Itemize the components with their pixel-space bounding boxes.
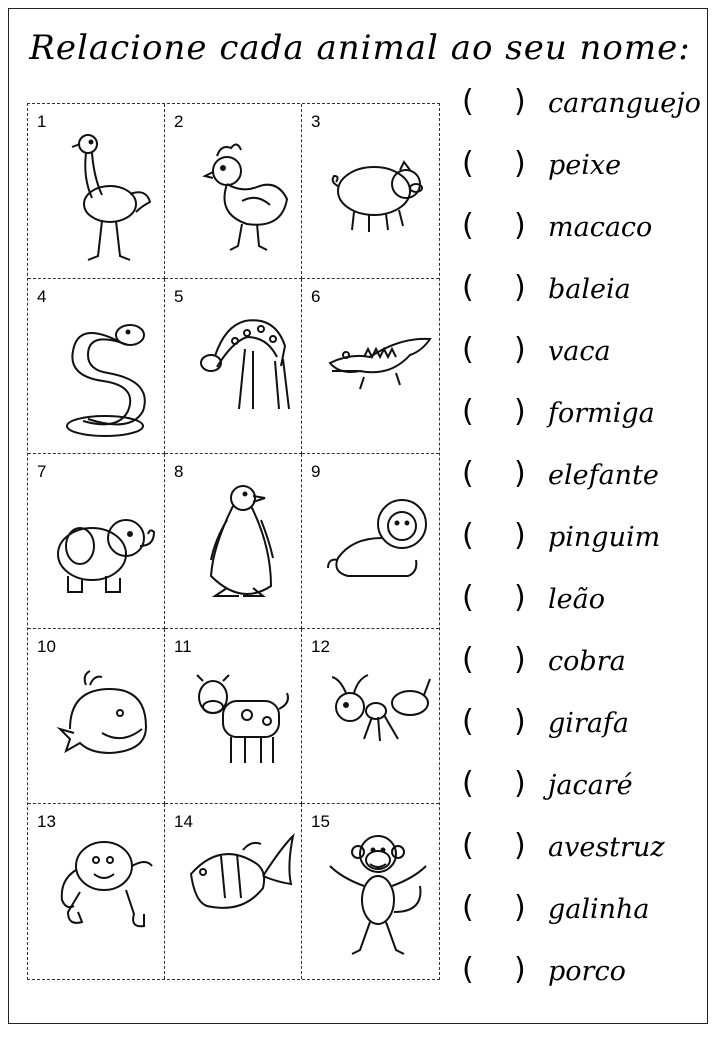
- animal-name: formiga: [548, 398, 655, 429]
- answer-open-paren[interactable]: (: [462, 890, 474, 925]
- animal-cell: [302, 804, 439, 979]
- fish-icon: [187, 826, 297, 966]
- monkey-icon: [324, 826, 434, 966]
- giraffe-icon: [187, 301, 297, 441]
- answer-close-paren: ): [514, 208, 526, 243]
- animal-number: 3: [311, 112, 321, 131]
- penguin-icon: [187, 476, 297, 616]
- alligator-icon: [324, 301, 434, 441]
- worksheet-title: Relacione cada animal ao seu nome:: [29, 28, 691, 68]
- name-row: [462, 643, 712, 683]
- name-row: [462, 209, 712, 249]
- name-row: [462, 147, 712, 187]
- animal-cell: [28, 804, 165, 979]
- ant-icon: [324, 651, 434, 791]
- name-row: [462, 581, 712, 621]
- answer-close-paren: ): [514, 456, 526, 491]
- answer-open-paren[interactable]: (: [462, 456, 474, 491]
- animal-number: 5: [174, 287, 184, 306]
- animal-name: caranguejo: [548, 88, 701, 119]
- cow-icon: [187, 651, 297, 791]
- answer-open-paren[interactable]: (: [462, 518, 474, 553]
- animal-number: 2: [174, 112, 184, 131]
- animal-name: macaco: [548, 212, 653, 243]
- answer-open-paren[interactable]: (: [462, 766, 474, 801]
- answer-close-paren: ): [514, 580, 526, 615]
- animal-cell: [28, 104, 165, 279]
- answer-close-paren: ): [514, 394, 526, 429]
- answer-open-paren[interactable]: (: [462, 270, 474, 305]
- answer-close-paren: ): [514, 828, 526, 863]
- animal-number: 10: [37, 637, 56, 656]
- animal-name: galinha: [548, 894, 650, 925]
- answer-close-paren: ): [514, 642, 526, 677]
- animal-grid: [27, 103, 440, 980]
- answer-close-paren: ): [514, 518, 526, 553]
- name-row: [462, 395, 712, 435]
- animal-name: vaca: [548, 336, 611, 367]
- lion-icon: [324, 476, 434, 616]
- animal-cell: [302, 279, 439, 454]
- animal-name: leão: [548, 584, 605, 615]
- animal-name: jacaré: [548, 770, 633, 801]
- animal-cell: [165, 454, 302, 629]
- answer-close-paren: ): [514, 704, 526, 739]
- name-row: [462, 519, 712, 559]
- elephant-icon: [50, 476, 160, 616]
- answer-open-paren[interactable]: (: [462, 146, 474, 181]
- animal-name: cobra: [548, 646, 626, 677]
- snake-icon: [50, 301, 160, 441]
- animal-number: 13: [37, 812, 56, 831]
- animal-number: 12: [311, 637, 330, 656]
- animal-name: baleia: [548, 274, 631, 305]
- answer-open-paren[interactable]: (: [462, 394, 474, 429]
- name-row: [462, 767, 712, 807]
- animal-cell: [302, 454, 439, 629]
- name-row: [462, 829, 712, 869]
- answer-open-paren[interactable]: (: [462, 332, 474, 367]
- whale-icon: [50, 651, 160, 791]
- answer-close-paren: ): [514, 332, 526, 367]
- animal-name: avestruz: [548, 832, 665, 863]
- pig-icon: [324, 126, 434, 266]
- name-row: [462, 333, 712, 373]
- animal-cell: [28, 454, 165, 629]
- answer-open-paren[interactable]: (: [462, 704, 474, 739]
- name-row: [462, 891, 712, 931]
- answer-close-paren: ): [514, 890, 526, 925]
- answer-open-paren[interactable]: (: [462, 580, 474, 615]
- crab-icon: [50, 826, 160, 966]
- name-row: [462, 953, 712, 993]
- name-row: [462, 85, 712, 125]
- animal-cell: [302, 104, 439, 279]
- animal-cell: [28, 279, 165, 454]
- answer-close-paren: ): [514, 146, 526, 181]
- animal-cell: [302, 629, 439, 804]
- animal-number: 7: [37, 462, 47, 481]
- ostrich-icon: [50, 126, 160, 266]
- answer-open-paren[interactable]: (: [462, 208, 474, 243]
- animal-number: 8: [174, 462, 184, 481]
- animal-number: 1: [37, 112, 47, 131]
- hen-icon: [187, 126, 297, 266]
- answer-open-paren[interactable]: (: [462, 828, 474, 863]
- animal-cell: [165, 804, 302, 979]
- animal-cell: [165, 279, 302, 454]
- name-row: [462, 457, 712, 497]
- animal-number: 6: [311, 287, 321, 306]
- animal-name: girafa: [548, 708, 630, 739]
- answer-close-paren: ): [514, 766, 526, 801]
- animal-name: elefante: [548, 460, 659, 491]
- answer-open-paren[interactable]: (: [462, 642, 474, 677]
- answer-open-paren[interactable]: (: [462, 952, 474, 987]
- answer-close-paren: ): [514, 952, 526, 987]
- animal-number: 4: [37, 287, 47, 306]
- animal-cell: [28, 629, 165, 804]
- animal-number: 15: [311, 812, 330, 831]
- animal-cell: [165, 104, 302, 279]
- name-row: [462, 705, 712, 745]
- name-row: [462, 271, 712, 311]
- answer-close-paren: ): [514, 270, 526, 305]
- animal-number: 9: [311, 462, 321, 481]
- answer-open-paren[interactable]: (: [462, 84, 474, 119]
- animal-number: 11: [174, 637, 192, 656]
- animal-name: pinguim: [548, 522, 661, 553]
- answer-close-paren: ): [514, 84, 526, 119]
- animal-name: porco: [548, 956, 626, 987]
- animal-name: peixe: [548, 150, 622, 181]
- animal-cell: [165, 629, 302, 804]
- animal-number: 14: [174, 812, 193, 831]
